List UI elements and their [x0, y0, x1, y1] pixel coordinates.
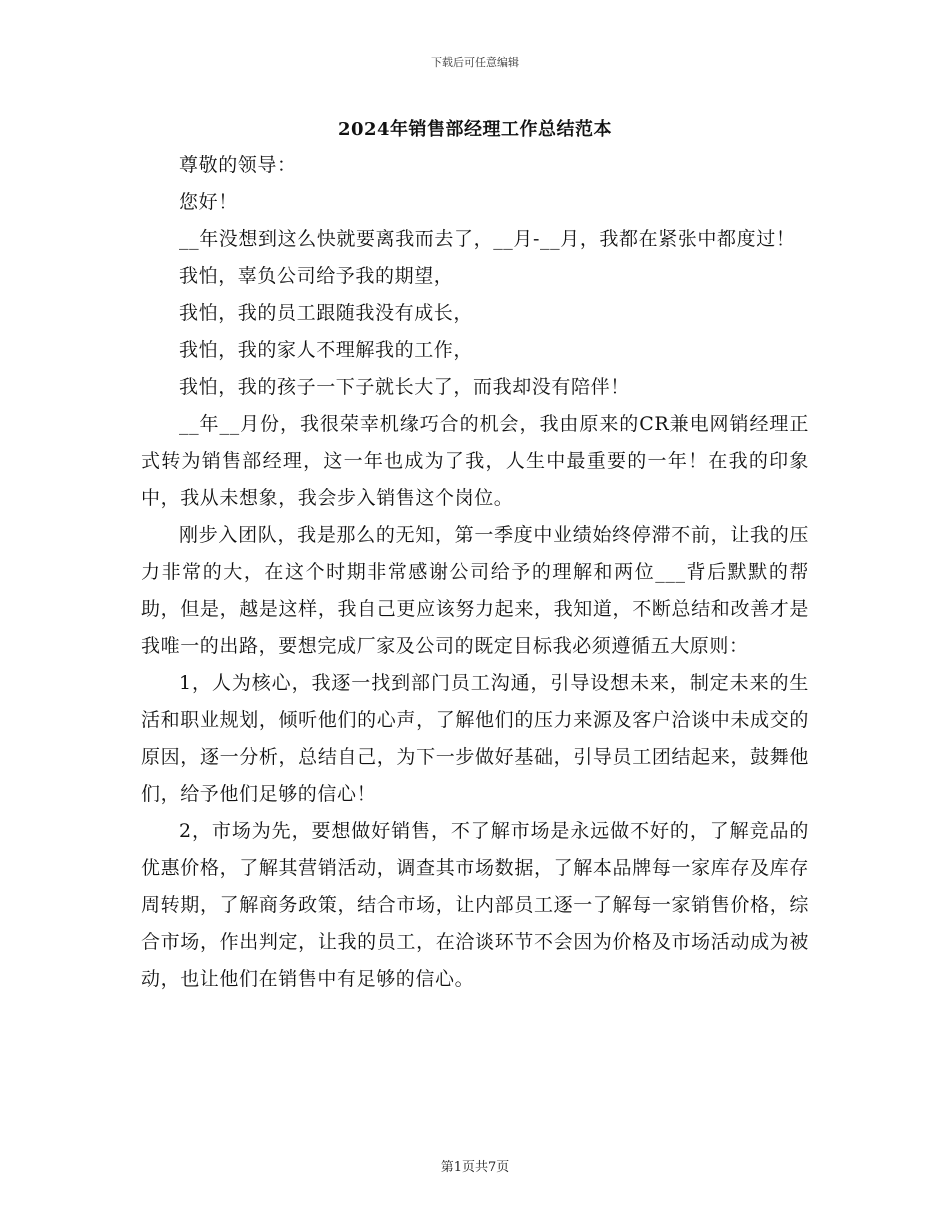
paragraph: 我怕，我的员工跟随我没有成长，: [179, 302, 474, 324]
page-number: 第1页共7页: [440, 1160, 510, 1175]
paragraph: __年没想到这么快就要离我而去了，__月-__月，我都在紧张中都度过！: [179, 228, 796, 250]
paragraph: 我怕，我的家人不理解我的工作，: [179, 339, 474, 361]
document-body: [141, 147, 809, 998]
paragraph: 2，市场为先，要想做好销售，不了解市场是永远做不好的，了解竞品的优惠价格，了解其营销活动，调查其市场数据，了解本品牌每一家库存及库存周转期，了解商务政策，结合市场，让内部员工逐一了解每一家销售价格，综合市场，作出判定，让我的员工，在洽谈环节不会因为价格及市场活动成为被动，也让他们在销售中有足够的信心。: [141, 820, 809, 990]
header-note: 下载后可任意编辑: [431, 56, 519, 69]
salutation: 尊敬的领导：: [179, 154, 297, 176]
document-title: 2024年销售部经理工作总结范本: [337, 119, 613, 140]
paragraph: 刚步入团队，我是那么的无知，第一季度中业绩始终停滞不前，让我的压力非常的大，在这个时期非常感谢公司给予的理解和两位___背后默默的帮助，但是，越是这样，我自己更应该努力起来，我知道，不断总结和改善才是我唯一的出路，要想完成厂家及公司的既定目标我必须遵循五大原则：: [141, 524, 809, 657]
paragraph: 我怕，我的孩子一下子就长大了，而我却没有陪伴！: [179, 376, 630, 398]
greeting: 您好！: [179, 191, 238, 213]
paragraph: 1，人为核心，我逐一找到部门员工沟通，引导设想未来，制定未来的生活和职业规划，倾听他们的心声，了解他们的压力来源及客户洽谈中未成交的原因，逐一分析，总结自己，为下一步做好基础，引导员工团结起来，鼓舞他们，给予他们足够的信心！: [141, 672, 809, 805]
paragraph: __年__月份，我很荣幸机缘巧合的机会，我由原来的CR兼电网销经理正式转为销售部经理，这一年也成为了我，人生中最重要的一年！在我的印象中，我从未想象，我会步入销售这个岗位。: [141, 413, 809, 509]
paragraph: 我怕，辜负公司给予我的期望，: [179, 265, 454, 287]
